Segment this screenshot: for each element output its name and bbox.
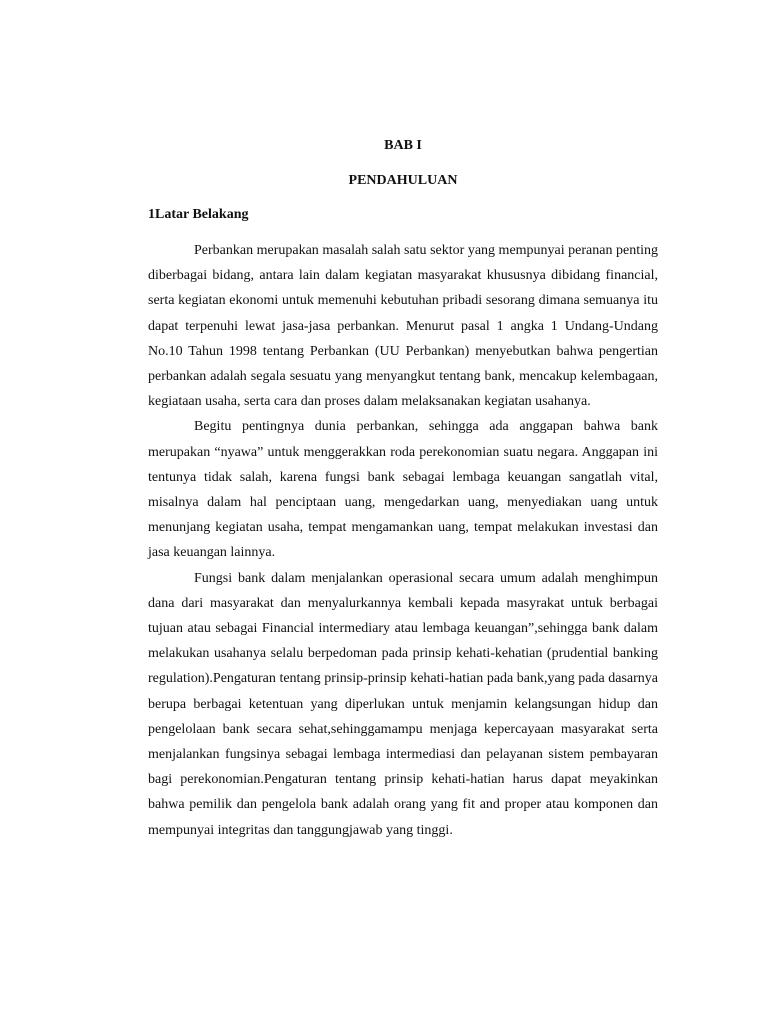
paragraph: Fungsi bank dalam menjalankan operasional secara umum adalah menghimpun dana dari masyarakat dan menyalurkannya kembali kepada masyrakat untuk berbagai tujuan atau sebagai Financial intermediary atau lembaga keuangan”,sehingga bank dalam melakukan usahanya selalu berpedoman pada prinsip kehati-kehatian (prudential banking regulation).Pengaturan tentang prinsip-prinsip kehati-hatian pada bank,yang pada dasarnya berupa berbagai ketentuan yang diperlukan untuk menjamin kelangsungan hidup dan pengelolaan bank secara sehat,sehinggamampu menjaga kepercayaan masyarakat serta menjalankan fungsinya sebagai lembaga intermediasi dan pelayanan sistem pembayaran bagi perekonomian.Pengaturan tentang prinsip kehati-hatian harus dapat meyakinkan bahwa pemilik dan pengelola bank adalah orang yang fit and proper atau komponen dan mempunyai integritas dan tanggungjawab yang tinggi. <box>148 570 658 838</box>
paragraph: Begitu pentingnya dunia perbankan, sehingga ada anggapan bahwa bank merupakan “nyawa” untuk menggerakkan roda perekonomian suatu negara. Anggapan ini tentunya tidak salah, karena fungsi bank sebagai lembaga keuangan sangatlah vital, misalnya dalam hal penciptaan uang, mengedarkan uang, menyediakan uang untuk menunjang kegiatan usaha, tempat mengamankan uang, tempat melakukan investasi dan jasa keuangan lainnya. <box>148 419 658 561</box>
section-title: 1Latar Belakang <box>148 207 249 222</box>
paragraph: Perbankan merupakan masalah salah satu sektor yang mempunyai peranan penting diberbagai bidang, antara lain dalam kegiatan masyarakat khususnya dibidang financial, serta kegiatan ekonomi untuk memenuhi kebutuhan pribadi sesorang dimana semuanya itu dapat terpenuhi lewat jasa-jasa perbankan. Menurut pasal 1 angka 1 Undang-Undang No.10 Tahun 1998 tentang Perbankan (UU Perbankan) menyebutkan bahwa pengertian perbankan adalah segala sesuatu yang menyangkut tentang bank, mencakup kelembagaan, kegiataan usaha, serta cara dan proses dalam melaksanakan kegiatan usahanya. <box>148 243 658 410</box>
chapter-number: BAB I <box>384 138 422 153</box>
chapter-title: PENDAHULUAN <box>348 173 458 188</box>
body-text <box>148 238 658 843</box>
